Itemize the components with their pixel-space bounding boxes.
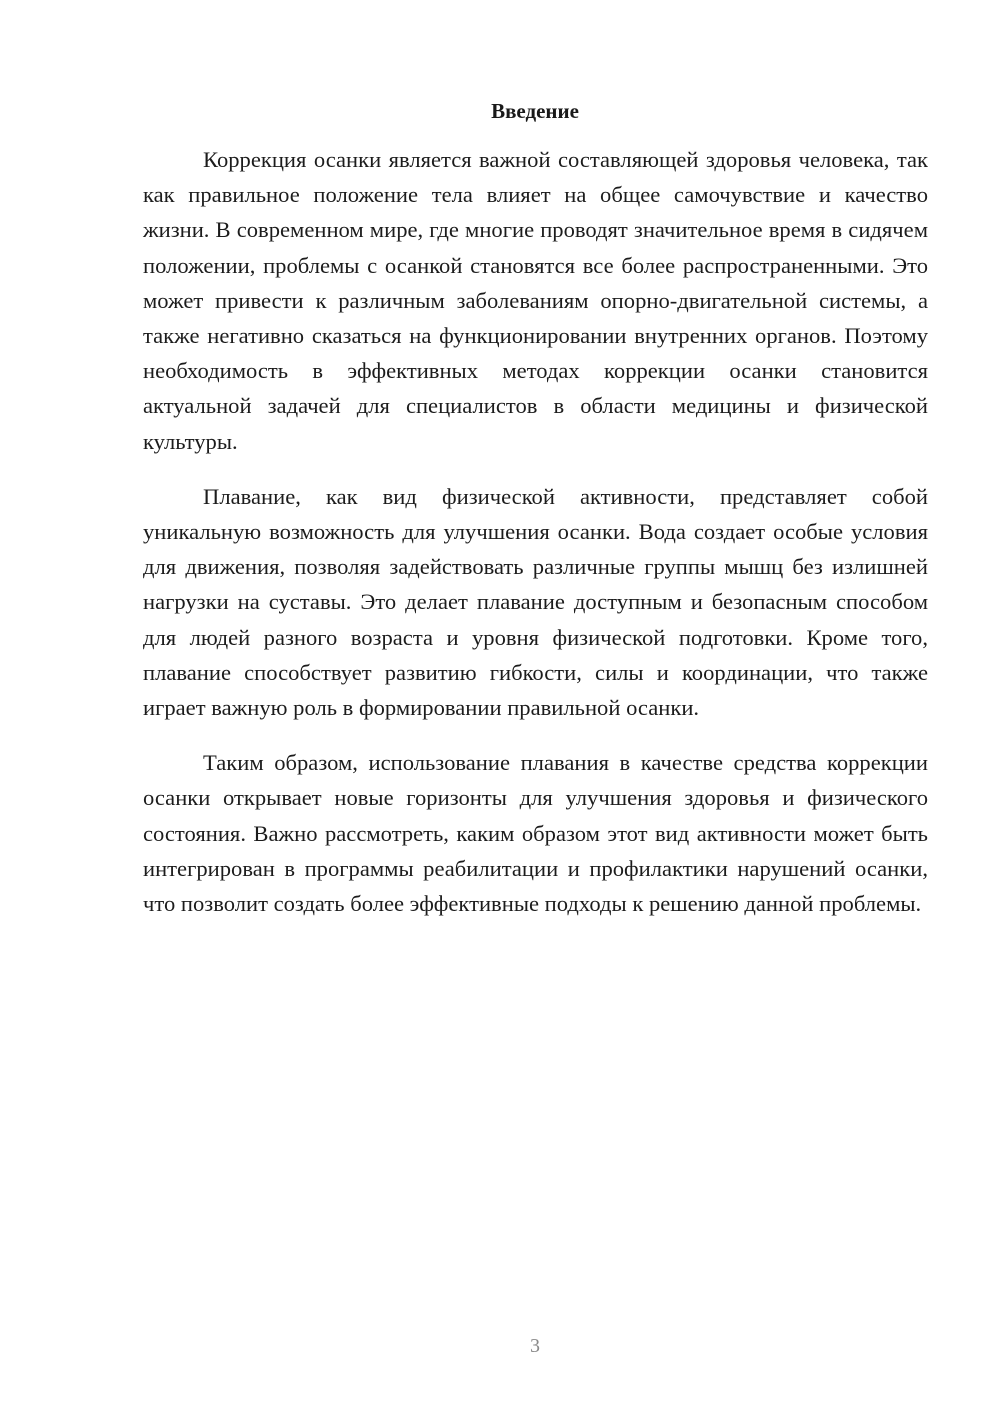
section-heading: Введение bbox=[491, 99, 579, 123]
paragraph-3: Таким образом, использование плавания в качестве средства коррекции осанки открывает новые горизонты для улучшения здоровья и физического состояния. Важно рассмотреть, каким образом этот вид активности может быть интегрирован в программы реабилитации и профилактики нарушений осанки, что позволит создать более эффективные подходы к решению данной проблемы. bbox=[143, 750, 928, 917]
page-number: 3 bbox=[530, 1335, 540, 1357]
body-text bbox=[143, 142, 928, 921]
paragraph-2: Плавание, как вид физической активности, представляет собой уникальную возможность для улучшения осанки. Вода создает особые условия для движения, позволяя задействовать различные группы мышц без излишней нагрузки на суставы. Это делает плавание доступным и безопасным способом для людей разного возраста и уровня физической подготовки. Кроме того, плавание способствует развитию гибкости, силы и координации, что также играет важную роль в формировании правильной осанки. bbox=[143, 483, 928, 721]
paragraph-1: Коррекция осанки является важной составляющей здоровья человека, так как правильное положение тела влияет на общее самочувствие и качество жизни. В современном мире, где многие проводят значительное время в сидячем положении, проблемы с осанкой становятся все более распространенными. Это может привести к различным заболеваниям опорно-двигательной системы, а также негативно сказаться на функционировании внутренних органов. Поэтому необходимость в эффективных методах коррекции осанки становится актуальной задачей для специалистов в области медицины и физической культуры. bbox=[143, 147, 928, 454]
